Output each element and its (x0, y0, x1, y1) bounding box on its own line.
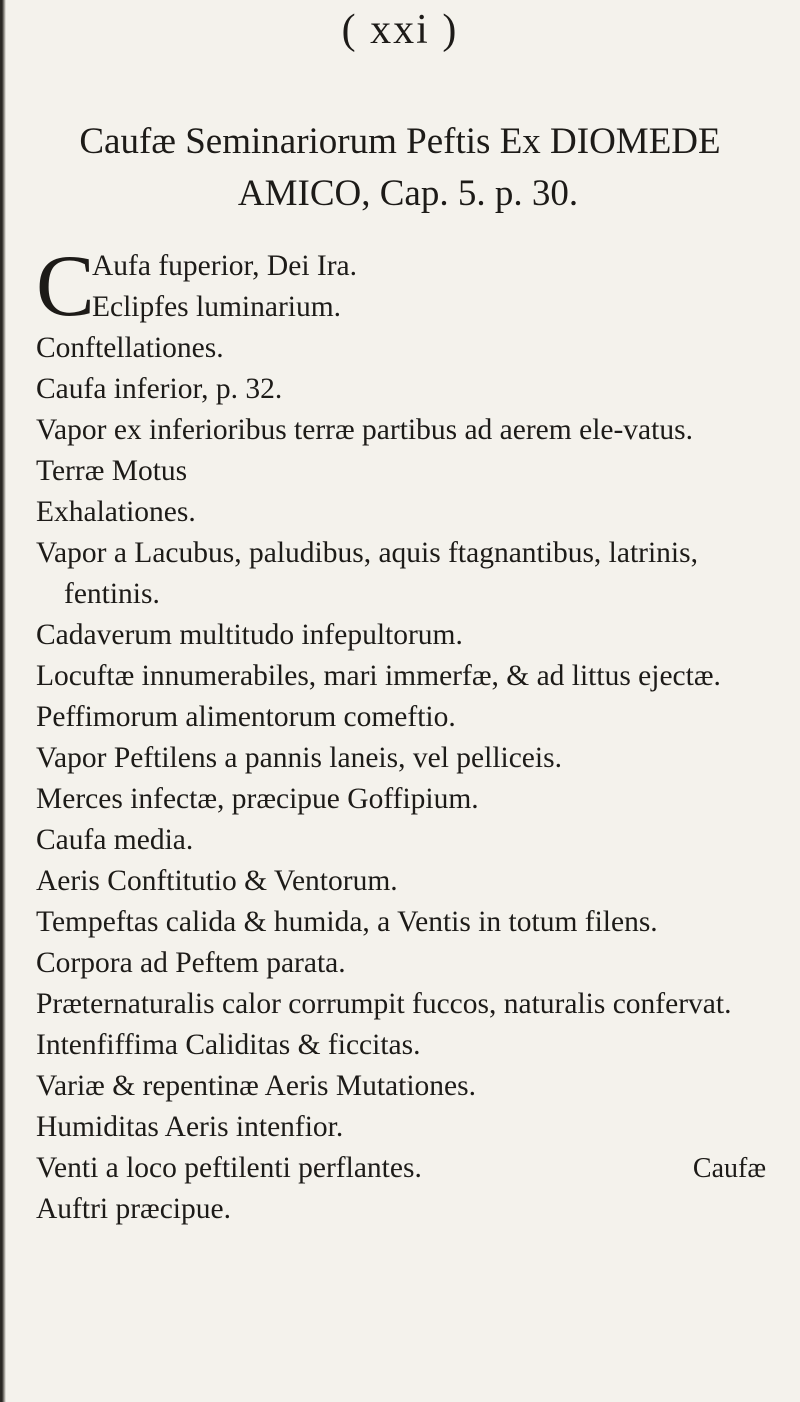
chapter-heading (0, 116, 800, 220)
list-entry: Cadaverum multitudo infepultorum. (36, 619, 463, 651)
heading-line-2: AMICO, Cap. 5. p. 30. (237, 173, 579, 214)
list-entry: Peffimorum alimentorum comeftio. (36, 701, 456, 733)
causes-list (36, 238, 796, 1230)
list-entry: Caufa inferior, p. 32. (36, 373, 283, 405)
list-entry: Corpora ad Peftem parata. (36, 947, 346, 979)
list-entry: Variæ & repentinæ Aeris Mutationes. (36, 1070, 476, 1102)
list-entry (36, 287, 796, 328)
entry-text: Eclipfes luminarium. (92, 291, 342, 323)
list-entry: Vapor Peftilens a pannis laneis, vel pelliceis. (36, 742, 562, 774)
list-entry: Locuftæ innumerabiles, mari immerfæ, & ad littus ejectæ. (36, 660, 721, 692)
list-entry: Vapor a Lacubus, paludibus, aquis ftagnantibus, latrinis, fentinis. (36, 537, 698, 610)
drop-cap: C (36, 238, 95, 335)
list-entry: Vapor ex inferioribus terræ partibus ad aerem ele-vatus. (36, 414, 693, 446)
list-entry: Exhalationes. (36, 496, 196, 528)
list-entry: Intenfiffima Caliditas & ficcitas. (36, 1029, 421, 1061)
list-entry: Tempeftas calida & humida, a Ventis in totum filens. (36, 906, 658, 938)
entry-text: Aufa fuperior, Dei Ira. (92, 250, 358, 282)
list-entry: Auftri præcipue. (36, 1193, 231, 1225)
list-entry: Præternaturalis calor corrumpit fuccos, naturalis confervat. (36, 988, 732, 1020)
list-entry: Aeris Conftitutio & Ventorum. (36, 865, 398, 897)
heading-line-1: Caufæ Seminariorum Peftis Ex DIOMEDE (79, 121, 721, 162)
list-entry: Merces infectæ, præcipue Goffipium. (36, 783, 479, 815)
catchword: Caufæ (692, 1153, 766, 1184)
list-entry: Conftellationes. (36, 332, 224, 364)
list-entry: Terræ Motus (36, 455, 188, 487)
list-entry: Venti a loco peftilenti perflantes. (36, 1152, 422, 1184)
page-number: ( xxi ) (341, 7, 459, 53)
list-entry: Humiditas Aeris intenfior. (36, 1111, 344, 1143)
list-entry: Caufa media. (36, 824, 194, 856)
